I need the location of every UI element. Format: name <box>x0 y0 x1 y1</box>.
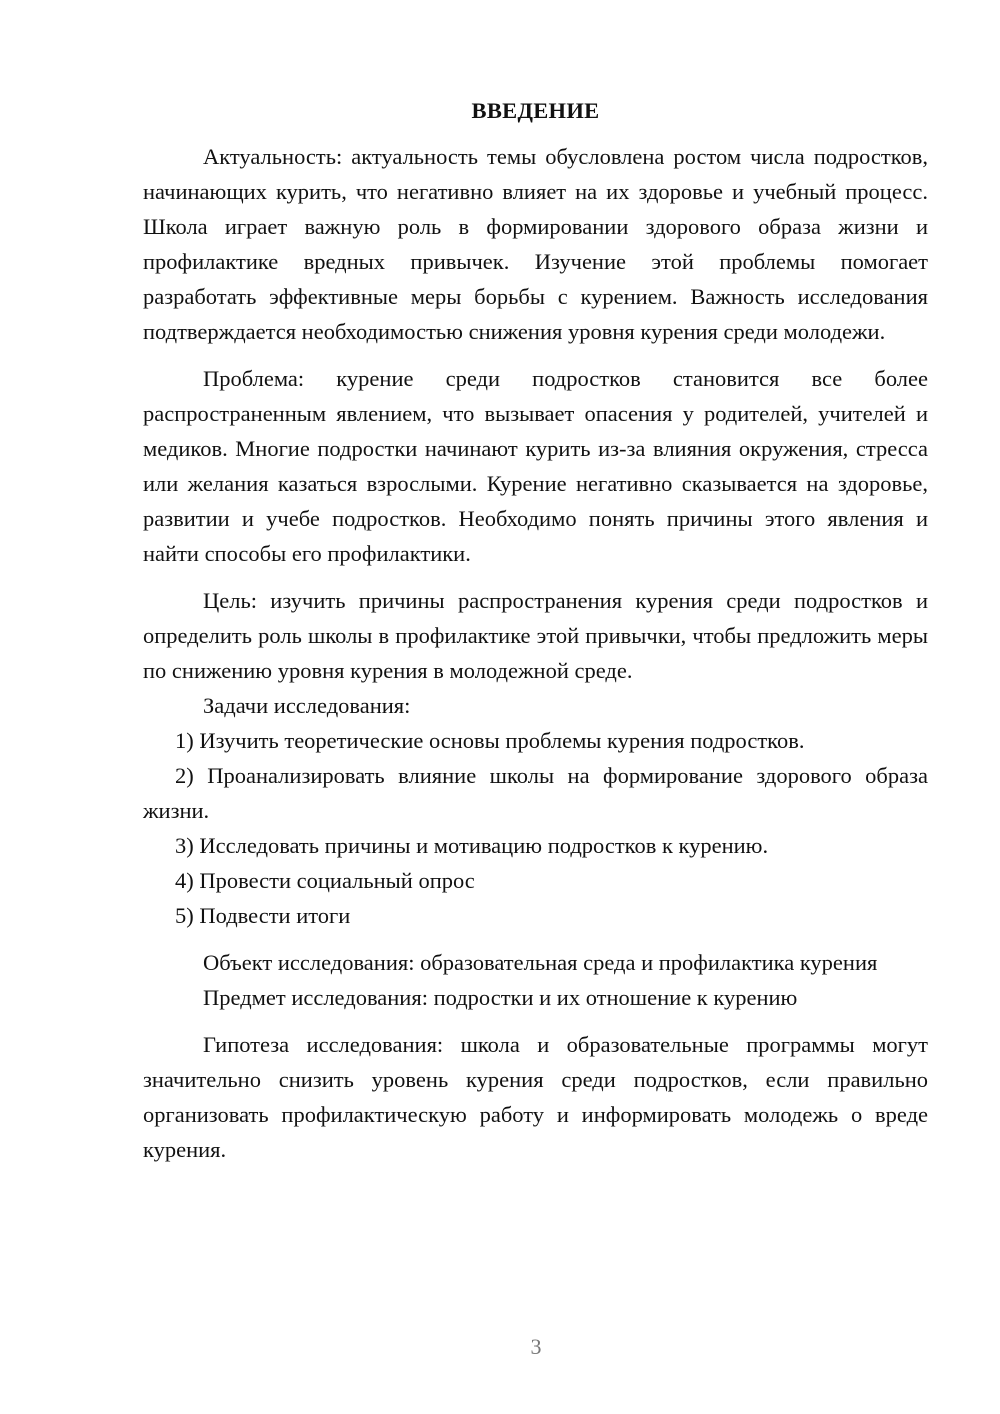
document-page <box>143 96 928 1167</box>
page-title: ВВЕДЕНИЕ <box>471 98 600 123</box>
page-number: 3 <box>530 1334 542 1359</box>
goal-paragraph: Цель: изучить причины распространения курения среди подростков и определить роль школы в профилактике этой привычки, чтобы предложить меры по снижению уровня курения в молодежной среде. <box>143 588 928 683</box>
subject-paragraph: Предмет исследования: подростки и их отношение к курению <box>203 985 798 1010</box>
task-item-3: 3) Исследовать причины и мотивацию подростков к курению. <box>175 833 769 858</box>
task-item-4: 4) Провести социальный опрос <box>175 868 475 893</box>
relevance-paragraph: Актуальность: актуальность темы обусловлена ростом числа подростков, начинающих курить, что негативно влияет на их здоровье и учебный процесс. Школа играет важную роль в формировании здорового образа жизни и профилактике вредных привычек. Изучение этой проблемы помогает разработать эффективные меры борьбы с курением. Важность исследования подтверждается необходимостью снижения уровня курения среди молодежи. <box>143 144 928 344</box>
problem-paragraph: Проблема: курение среди подростков становится все более распространенным явлением, что вызывает опасения у родителей, учителей и медиков. Многие подростки начинают курить из-за влияния окружения, стресса или желания казаться взрослыми. Курение негативно сказывается на здоровье, развитии и учебе подростков. Необходимо понять причины этого явления и найти способы его профилактики. <box>143 366 928 566</box>
hypothesis-paragraph: Гипотеза исследования: школа и образовательные программы могут значительно снизить уровень курения среди подростков, если правильно организовать профилактическую работу и информировать молодежь о вреде курения. <box>143 1032 928 1162</box>
task-item-2: 2) Проанализировать влияние школы на формирование здорового образа жизни. <box>143 763 928 823</box>
tasks-heading: Задачи исследования: <box>203 693 411 718</box>
tasks-list <box>143 723 928 933</box>
task-item-1: 1) Изучить теоретические основы проблемы курения подростков. <box>175 728 805 753</box>
object-paragraph: Объект исследования: образовательная среда и профилактика курения <box>203 950 878 975</box>
task-item-5: 5) Подвести итоги <box>175 903 351 928</box>
